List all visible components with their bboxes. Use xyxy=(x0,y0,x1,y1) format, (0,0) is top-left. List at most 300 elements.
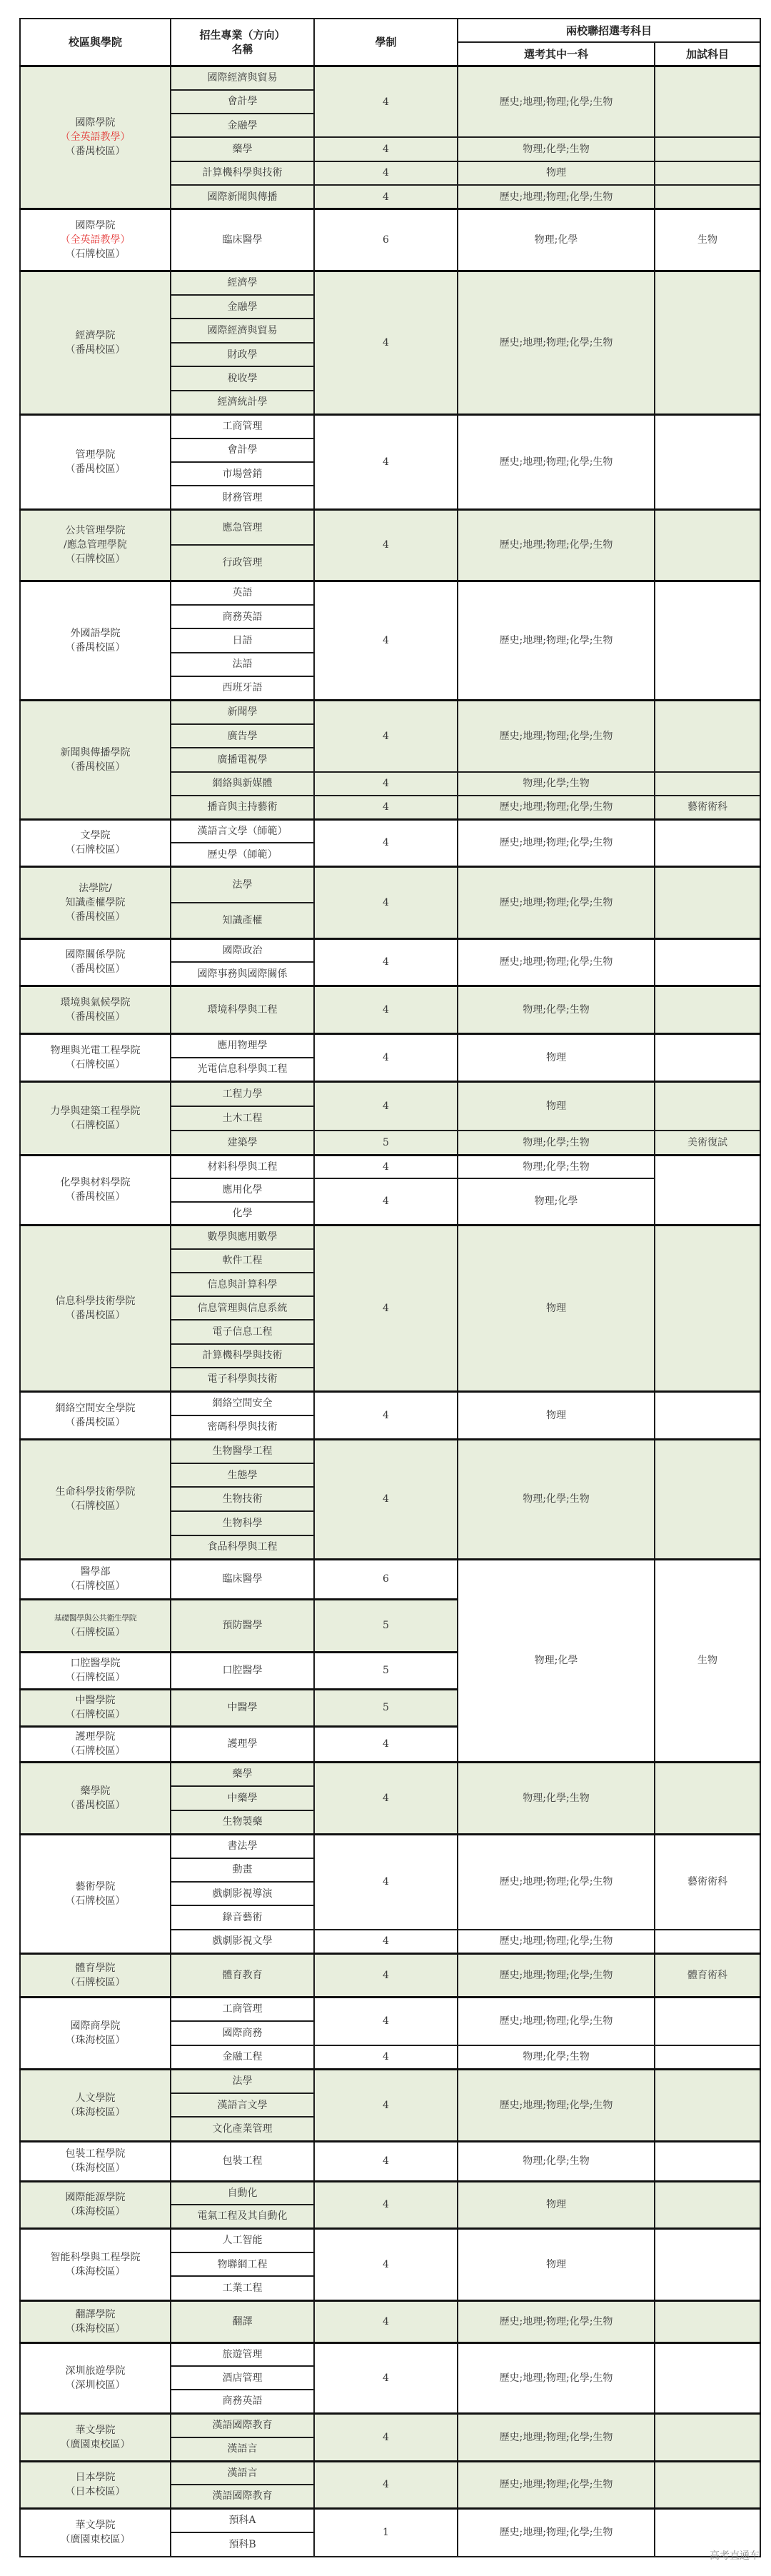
major-cell: 工業工程 xyxy=(171,2276,314,2300)
years-cell: 4 xyxy=(314,986,458,1033)
extra-test-cell xyxy=(655,2413,760,2461)
major-cell: 行政管理 xyxy=(171,545,314,581)
major-cell: 電子科學與技術 xyxy=(171,1368,314,1391)
major-cell: 光電信息科學與工程 xyxy=(171,1058,314,1082)
table-row xyxy=(20,1081,760,1106)
subjects-cell: 物理 xyxy=(458,1391,655,1439)
table-row xyxy=(20,2508,760,2532)
college-cell xyxy=(20,1997,171,2069)
major-cell: 知識產權 xyxy=(171,903,314,939)
extra-test-cell xyxy=(655,2300,760,2342)
major-cell: 應急管理 xyxy=(171,509,314,545)
college-name: 中醫學院 xyxy=(75,1695,116,1707)
major-cell: 漢語國際教育 xyxy=(171,2413,314,2437)
college-name: 基礎醫學與公共衛生學院 xyxy=(54,1613,137,1623)
college-cell xyxy=(20,2413,171,2461)
college-campus: （珠海校區） xyxy=(65,2206,126,2218)
extra-test-cell: 體育術科 xyxy=(655,1953,760,1997)
table-row xyxy=(20,1997,760,2021)
college-name: 日本學院 xyxy=(75,2472,116,2484)
major-cell: 生物科學 xyxy=(171,1511,314,1535)
college-name: 物理與光電工程學院 xyxy=(50,1044,141,1056)
major-cell: 廣播電視學 xyxy=(171,748,314,771)
major-cell: 生物技術 xyxy=(171,1487,314,1511)
extra-test-cell xyxy=(655,2045,760,2070)
years-cell: 4 xyxy=(314,772,458,796)
years-cell: 4 xyxy=(314,414,458,509)
college-cell xyxy=(20,1559,171,1599)
years-cell: 4 xyxy=(314,2461,458,2508)
extra-test-cell xyxy=(655,819,760,866)
college-campus: （番禺校區） xyxy=(65,463,126,475)
major-cell: 包裝工程 xyxy=(171,2141,314,2181)
college-name: 新聞與傳播學院 xyxy=(60,746,131,758)
years-cell: 1 xyxy=(314,2508,458,2557)
years-cell: 4 xyxy=(314,1439,458,1559)
table-row xyxy=(20,2300,760,2342)
years-cell: 4 xyxy=(314,2300,458,2342)
subjects-cell: 物理;化學;生物 xyxy=(458,1439,655,1559)
subjects-cell: 歷史;地理;物理;化學;生物 xyxy=(458,185,655,209)
college-campus: （石牌校區） xyxy=(65,844,126,856)
college-campus: （石牌校區） xyxy=(65,1058,126,1071)
subjects-cell: 歷史;地理;物理;化學;生物 xyxy=(458,414,655,509)
table-row xyxy=(20,2413,760,2437)
major-cell: 商務英語 xyxy=(171,605,314,628)
college-cell xyxy=(20,819,171,866)
major-cell: 計算機科學與技術 xyxy=(171,1344,314,1368)
table-row xyxy=(20,1834,760,1858)
college-name: 公共管理學院 xyxy=(65,525,126,537)
extra-test-cell xyxy=(655,1762,760,1834)
extra-test-cell: 生物 xyxy=(655,209,760,271)
major-cell: 土木工程 xyxy=(171,1106,314,1131)
extra-test-cell xyxy=(655,271,760,414)
college-campus: （石牌校區） xyxy=(65,1745,126,1758)
watermark: 高考直通车 xyxy=(710,2550,760,2562)
subjects-cell: 物理 xyxy=(458,1081,655,1131)
years-cell: 4 xyxy=(314,161,458,185)
major-cell: 護理學 xyxy=(171,1726,314,1762)
college-campus: （番禺校區） xyxy=(65,761,126,773)
table-body xyxy=(20,66,760,2557)
years-cell: 4 xyxy=(314,700,458,771)
subjects-cell: 物理 xyxy=(458,2181,655,2228)
college-cell xyxy=(20,1391,171,1439)
major-cell: 金融學 xyxy=(171,295,314,319)
college-cell xyxy=(20,509,171,581)
subjects-cell: 物理 xyxy=(458,1033,655,1081)
subjects-cell: 物理;化學;生物 xyxy=(458,2045,655,2070)
major-cell: 市場營銷 xyxy=(171,462,314,486)
college-campus: （番禺校區） xyxy=(65,146,126,158)
major-cell: 藥學 xyxy=(171,137,314,161)
subjects-cell: 歷史;地理;物理;化學;生物 xyxy=(458,1930,655,1953)
college-name: 管理學院 xyxy=(75,448,116,461)
college-cell xyxy=(20,1652,171,1689)
college-name: 口腔醫學院 xyxy=(70,1658,121,1670)
extra-test-cell xyxy=(655,866,760,938)
college-name: 國際學院 xyxy=(75,219,116,231)
subjects-cell: 物理 xyxy=(458,1225,655,1391)
college-name: 華文學院 xyxy=(75,2520,116,2532)
college-name: 環境與氣候學院 xyxy=(60,996,131,1008)
major-cell: 口腔醫學 xyxy=(171,1652,314,1689)
college-cell xyxy=(20,1081,171,1155)
college-name: /應急管理學院 xyxy=(64,539,127,551)
college-campus: （廣園東校區） xyxy=(60,2534,131,2546)
major-cell: 商務英語 xyxy=(171,2390,314,2413)
college-campus: （珠海校區） xyxy=(65,2322,126,2335)
major-cell: 預科A xyxy=(171,2508,314,2532)
major-cell: 財政學 xyxy=(171,343,314,367)
table-row xyxy=(20,1559,760,1599)
major-cell: 應用化學 xyxy=(171,1178,314,1202)
table-row xyxy=(20,1033,760,1058)
major-cell: 法學 xyxy=(171,2069,314,2093)
college-cell xyxy=(20,1155,171,1225)
subjects-cell: 歷史;地理;物理;化學;生物 xyxy=(458,2413,655,2461)
table-row xyxy=(20,271,760,295)
major-cell: 計算機科學與技術 xyxy=(171,161,314,185)
years-cell: 4 xyxy=(314,1391,458,1439)
extra-test-cell xyxy=(655,1081,760,1131)
extra-test-cell xyxy=(655,414,760,509)
extra-test-cell xyxy=(655,2461,760,2508)
college-cell xyxy=(20,1953,171,1997)
college-name: 文學院 xyxy=(80,830,111,842)
major-cell: 動畫 xyxy=(171,1858,314,1882)
major-cell: 中藥學 xyxy=(171,1786,314,1810)
extra-test-cell: 生物 xyxy=(655,1559,760,1762)
college-campus: （珠海校區） xyxy=(65,2162,126,2175)
years-cell: 4 xyxy=(314,1225,458,1391)
college-campus: （石牌校區） xyxy=(65,1119,126,1131)
years-cell: 4 xyxy=(314,1953,458,1997)
major-cell: 法語 xyxy=(171,653,314,676)
major-cell: 國際商務 xyxy=(171,2021,314,2045)
years-cell: 4 xyxy=(314,1997,458,2045)
major-cell: 網絡空間安全 xyxy=(171,1391,314,1415)
college-cell xyxy=(20,1599,171,1652)
major-cell: 戲劇影視文學 xyxy=(171,1930,314,1953)
college-cell xyxy=(20,1762,171,1834)
extra-test-cell xyxy=(655,2228,760,2300)
college-cell xyxy=(20,66,171,209)
subjects-cell: 物理;化學 xyxy=(458,209,655,271)
subjects-cell: 歷史;地理;物理;化學;生物 xyxy=(458,2069,655,2141)
subjects-cell: 物理;化學 xyxy=(458,1178,655,1225)
years-cell: 4 xyxy=(314,1081,458,1131)
subjects-cell: 歷史;地理;物理;化學;生物 xyxy=(458,796,655,819)
years-cell: 4 xyxy=(314,938,458,986)
subjects-cell: 歷史;地理;物理;化學;生物 xyxy=(458,1997,655,2045)
college-name: 國際關係學院 xyxy=(65,949,126,961)
years-cell: 5 xyxy=(314,1652,458,1689)
subjects-cell: 歷史;地理;物理;化學;生物 xyxy=(458,271,655,414)
years-cell: 4 xyxy=(314,1033,458,1081)
subjects-cell: 歷史;地理;物理;化學;生物 xyxy=(458,2508,655,2557)
subjects-cell: 歷史;地理;物理;化學;生物 xyxy=(458,938,655,986)
college-campus: （石牌校區） xyxy=(65,553,126,566)
major-cell: 網絡與新媒體 xyxy=(171,772,314,796)
subjects-cell: 歷史;地理;物理;化學;生物 xyxy=(458,2342,655,2413)
college-campus: （番禺校區） xyxy=(65,344,126,356)
major-cell: 工商管理 xyxy=(171,1997,314,2021)
college-cell xyxy=(20,1834,171,1953)
subjects-cell: 物理;化學;生物 xyxy=(458,2141,655,2181)
major-cell: 體育教育 xyxy=(171,1953,314,1997)
years-cell: 4 xyxy=(314,1930,458,1953)
major-cell: 會計學 xyxy=(171,90,314,114)
extra-test-cell xyxy=(655,938,760,986)
major-cell: 酒店管理 xyxy=(171,2366,314,2390)
years-cell: 4 xyxy=(314,1762,458,1834)
college-cell xyxy=(20,938,171,986)
major-cell: 信息與計算科學 xyxy=(171,1273,314,1296)
years-cell: 5 xyxy=(314,1689,458,1726)
table-row xyxy=(20,2181,760,2205)
college-campus: （日本校區） xyxy=(65,2486,126,2498)
college-name: 國際商學院 xyxy=(70,2020,121,2032)
major-cell: 播音與主持藝術 xyxy=(171,796,314,819)
major-cell: 信息管理與信息系統 xyxy=(171,1296,314,1320)
years-cell: 4 xyxy=(314,271,458,414)
extra-test-cell: 藝術術科 xyxy=(655,796,760,819)
header-major xyxy=(171,19,314,66)
subjects-cell: 物理;化學;生物 xyxy=(458,137,655,161)
years-cell: 5 xyxy=(314,1599,458,1652)
major-cell: 軟件工程 xyxy=(171,1249,314,1273)
header-extra-test: 加試科目 xyxy=(655,42,760,66)
major-cell: 生物製藥 xyxy=(171,1810,314,1835)
major-cell: 漢語言文學 xyxy=(171,2093,314,2118)
major-cell: 國際經濟與貿易 xyxy=(171,66,314,90)
college-campus: （番禺校區） xyxy=(65,963,126,976)
college-campus: （番禺校區） xyxy=(65,1011,126,1023)
college-campus: （石牌校區） xyxy=(65,1709,126,1721)
years-cell: 4 xyxy=(314,137,458,161)
major-cell: 化學 xyxy=(171,1202,314,1226)
years-cell: 4 xyxy=(314,66,458,138)
major-cell: 生態學 xyxy=(171,1463,314,1488)
header-years: 學制 xyxy=(314,19,458,66)
major-cell: 戲劇影視導演 xyxy=(171,1882,314,1905)
table-row xyxy=(20,581,760,604)
major-cell: 金融工程 xyxy=(171,2045,314,2070)
major-cell: 臨床醫學 xyxy=(171,1559,314,1599)
table-row xyxy=(20,509,760,545)
major-cell: 文化產業管理 xyxy=(171,2117,314,2141)
major-cell: 中醫學 xyxy=(171,1689,314,1726)
extra-test-cell xyxy=(655,581,760,700)
major-cell: 財務管理 xyxy=(171,486,314,509)
major-cell: 物聯網工程 xyxy=(171,2252,314,2277)
header-exam-group: 兩校聯招選考科目 xyxy=(458,19,760,42)
major-cell: 旅遊管理 xyxy=(171,2342,314,2366)
subjects-cell: 歷史;地理;物理;化學;生物 xyxy=(458,866,655,938)
college-name: 護理學院 xyxy=(75,1731,116,1743)
college-cell xyxy=(20,1439,171,1559)
table-row xyxy=(20,1155,760,1178)
years-cell: 4 xyxy=(314,2069,458,2141)
major-cell: 漢語國際教育 xyxy=(171,2485,314,2508)
years-cell: 4 xyxy=(314,2045,458,2070)
major-cell: 生物醫學工程 xyxy=(171,1439,314,1463)
table-row xyxy=(20,1439,760,1463)
college-cell xyxy=(20,2300,171,2342)
major-cell: 藥學 xyxy=(171,1762,314,1786)
table-row xyxy=(20,2141,760,2181)
major-cell: 翻譯 xyxy=(171,2300,314,2342)
header-college: 校區與學院 xyxy=(20,19,171,66)
major-cell: 漢語言 xyxy=(171,2461,314,2485)
college-campus: （石牌校區） xyxy=(65,1976,126,1988)
college-campus: （珠海校區） xyxy=(65,2034,126,2046)
major-cell: 漢語言 xyxy=(171,2437,314,2462)
extra-test-cell xyxy=(655,161,760,185)
table-row xyxy=(20,2228,760,2252)
college-name: 人文學院 xyxy=(75,2092,116,2104)
extra-test-cell xyxy=(655,1391,760,1439)
college-name: 包裝工程學院 xyxy=(65,2148,126,2160)
subjects-cell: 物理;化學;生物 xyxy=(458,1762,655,1834)
years-cell: 6 xyxy=(314,209,458,271)
college-cell xyxy=(20,209,171,271)
table-row xyxy=(20,2461,760,2485)
college-campus: （石牌校區） xyxy=(65,1672,126,1684)
major-cell: 歷史學（師範） xyxy=(171,843,314,866)
college-cell xyxy=(20,866,171,938)
major-cell: 電子信息工程 xyxy=(171,1320,314,1343)
college-name: 國際能源學院 xyxy=(65,2192,126,2204)
major-cell: 電氣工程及其自動化 xyxy=(171,2205,314,2228)
extra-test-cell xyxy=(655,1997,760,2045)
table-row xyxy=(20,866,760,903)
extra-test-cell xyxy=(655,700,760,771)
college-name: 醫學部 xyxy=(80,1566,111,1578)
college-campus: （番禺校區） xyxy=(65,1309,126,1321)
college-cell xyxy=(20,581,171,700)
college-campus: （深圳校區） xyxy=(65,2379,126,2391)
years-cell: 4 xyxy=(314,1726,458,1762)
major-cell: 預防醫學 xyxy=(171,1599,314,1652)
subjects-cell: 物理 xyxy=(458,2228,655,2300)
subjects-cell: 歷史;地理;物理;化學;生物 xyxy=(458,1953,655,1997)
college-campus: （番禺校區） xyxy=(65,641,126,653)
extra-test-cell xyxy=(655,1033,760,1081)
college-cell xyxy=(20,1689,171,1726)
college-cell xyxy=(20,2461,171,2508)
college-campus: （廣園東校區） xyxy=(60,2438,131,2450)
college-name: 生命科學技術學院 xyxy=(55,1486,136,1498)
years-cell: 4 xyxy=(314,1834,458,1930)
major-cell: 臨床醫學 xyxy=(171,209,314,271)
college-name: 智能科學與工程學院 xyxy=(50,2251,141,2263)
college-campus: （番禺校區） xyxy=(65,911,126,923)
subjects-cell: 物理;化學 xyxy=(458,1559,655,1762)
college-cell xyxy=(20,271,171,414)
table-row xyxy=(20,700,760,723)
extra-test-cell xyxy=(655,66,760,138)
major-cell: 經濟統計學 xyxy=(171,391,314,415)
years-cell: 4 xyxy=(314,819,458,866)
extra-test-cell xyxy=(655,1155,760,1225)
major-cell: 英語 xyxy=(171,581,314,604)
extra-test-cell xyxy=(655,137,760,161)
college-cell xyxy=(20,2508,171,2557)
college-name: 化學與材料學院 xyxy=(60,1177,131,1189)
major-cell: 會計學 xyxy=(171,438,314,462)
subjects-cell: 歷史;地理;物理;化學;生物 xyxy=(458,66,655,138)
years-cell: 4 xyxy=(314,2228,458,2300)
college-name: 藥學院 xyxy=(80,1785,111,1797)
major-cell: 國際經濟與貿易 xyxy=(171,319,314,343)
college-campus: （石牌校區） xyxy=(65,1895,126,1907)
college-campus: （番禺校區） xyxy=(65,1416,126,1428)
table-row xyxy=(20,1762,760,1786)
years-cell: 4 xyxy=(314,2413,458,2461)
years-cell: 4 xyxy=(314,509,458,581)
college-name: 經濟學院 xyxy=(75,329,116,341)
college-campus: （番禺校區） xyxy=(65,1799,126,1811)
subjects-cell: 物理;化學;生物 xyxy=(458,772,655,796)
extra-test-cell: 藝術術科 xyxy=(655,1834,760,1930)
extra-test-cell xyxy=(655,2342,760,2413)
college-cell xyxy=(20,2228,171,2300)
college-name: 國際學院 xyxy=(75,117,116,129)
extra-test-cell xyxy=(655,2141,760,2181)
major-cell: 金融學 xyxy=(171,114,314,137)
college-name: 知識產權學院 xyxy=(65,896,126,908)
college-cell xyxy=(20,414,171,509)
college-cell xyxy=(20,700,171,819)
college-name: 網絡空間安全學院 xyxy=(55,1402,136,1414)
major-cell: 廣告學 xyxy=(171,724,314,748)
college-campus: （石牌校區） xyxy=(65,1580,126,1593)
subjects-cell: 歷史;地理;物理;化學;生物 xyxy=(458,2300,655,2342)
college-campus: （珠海校區） xyxy=(65,2106,126,2118)
table-row xyxy=(20,2069,760,2093)
extra-test-cell xyxy=(655,986,760,1033)
table-row xyxy=(20,1391,760,1415)
college-name: 信息科學技術學院 xyxy=(55,1295,136,1307)
major-cell: 食品科學與工程 xyxy=(171,1535,314,1560)
major-cell: 數學與應用數學 xyxy=(171,1225,314,1248)
major-cell: 日語 xyxy=(171,628,314,652)
table-row xyxy=(20,938,760,962)
years-cell: 4 xyxy=(314,2181,458,2228)
major-cell: 漢語言文學（師範） xyxy=(171,819,314,843)
college-name: 力學與建築工程學院 xyxy=(50,1105,141,1117)
subjects-cell: 歷史;地理;物理;化學;生物 xyxy=(458,1834,655,1930)
extra-test-cell xyxy=(655,185,760,209)
subjects-cell: 歷史;地理;物理;化學;生物 xyxy=(458,509,655,581)
extra-test-cell: 美術復試 xyxy=(655,1131,760,1155)
years-cell: 5 xyxy=(314,1131,458,1155)
subjects-cell: 物理;化學;生物 xyxy=(458,1131,655,1155)
years-cell: 4 xyxy=(314,2342,458,2413)
college-name: 外國語學院 xyxy=(70,627,121,639)
extra-test-cell xyxy=(655,1225,760,1391)
college-name: 翻譯學院 xyxy=(75,2308,116,2320)
major-cell: 國際政治 xyxy=(171,938,314,962)
table-row xyxy=(20,986,760,1033)
major-cell: 國際事務與國際關係 xyxy=(171,962,314,986)
college-note: （全英語教學） xyxy=(60,234,131,246)
table-row xyxy=(20,1953,760,1997)
subjects-cell: 物理 xyxy=(458,161,655,185)
